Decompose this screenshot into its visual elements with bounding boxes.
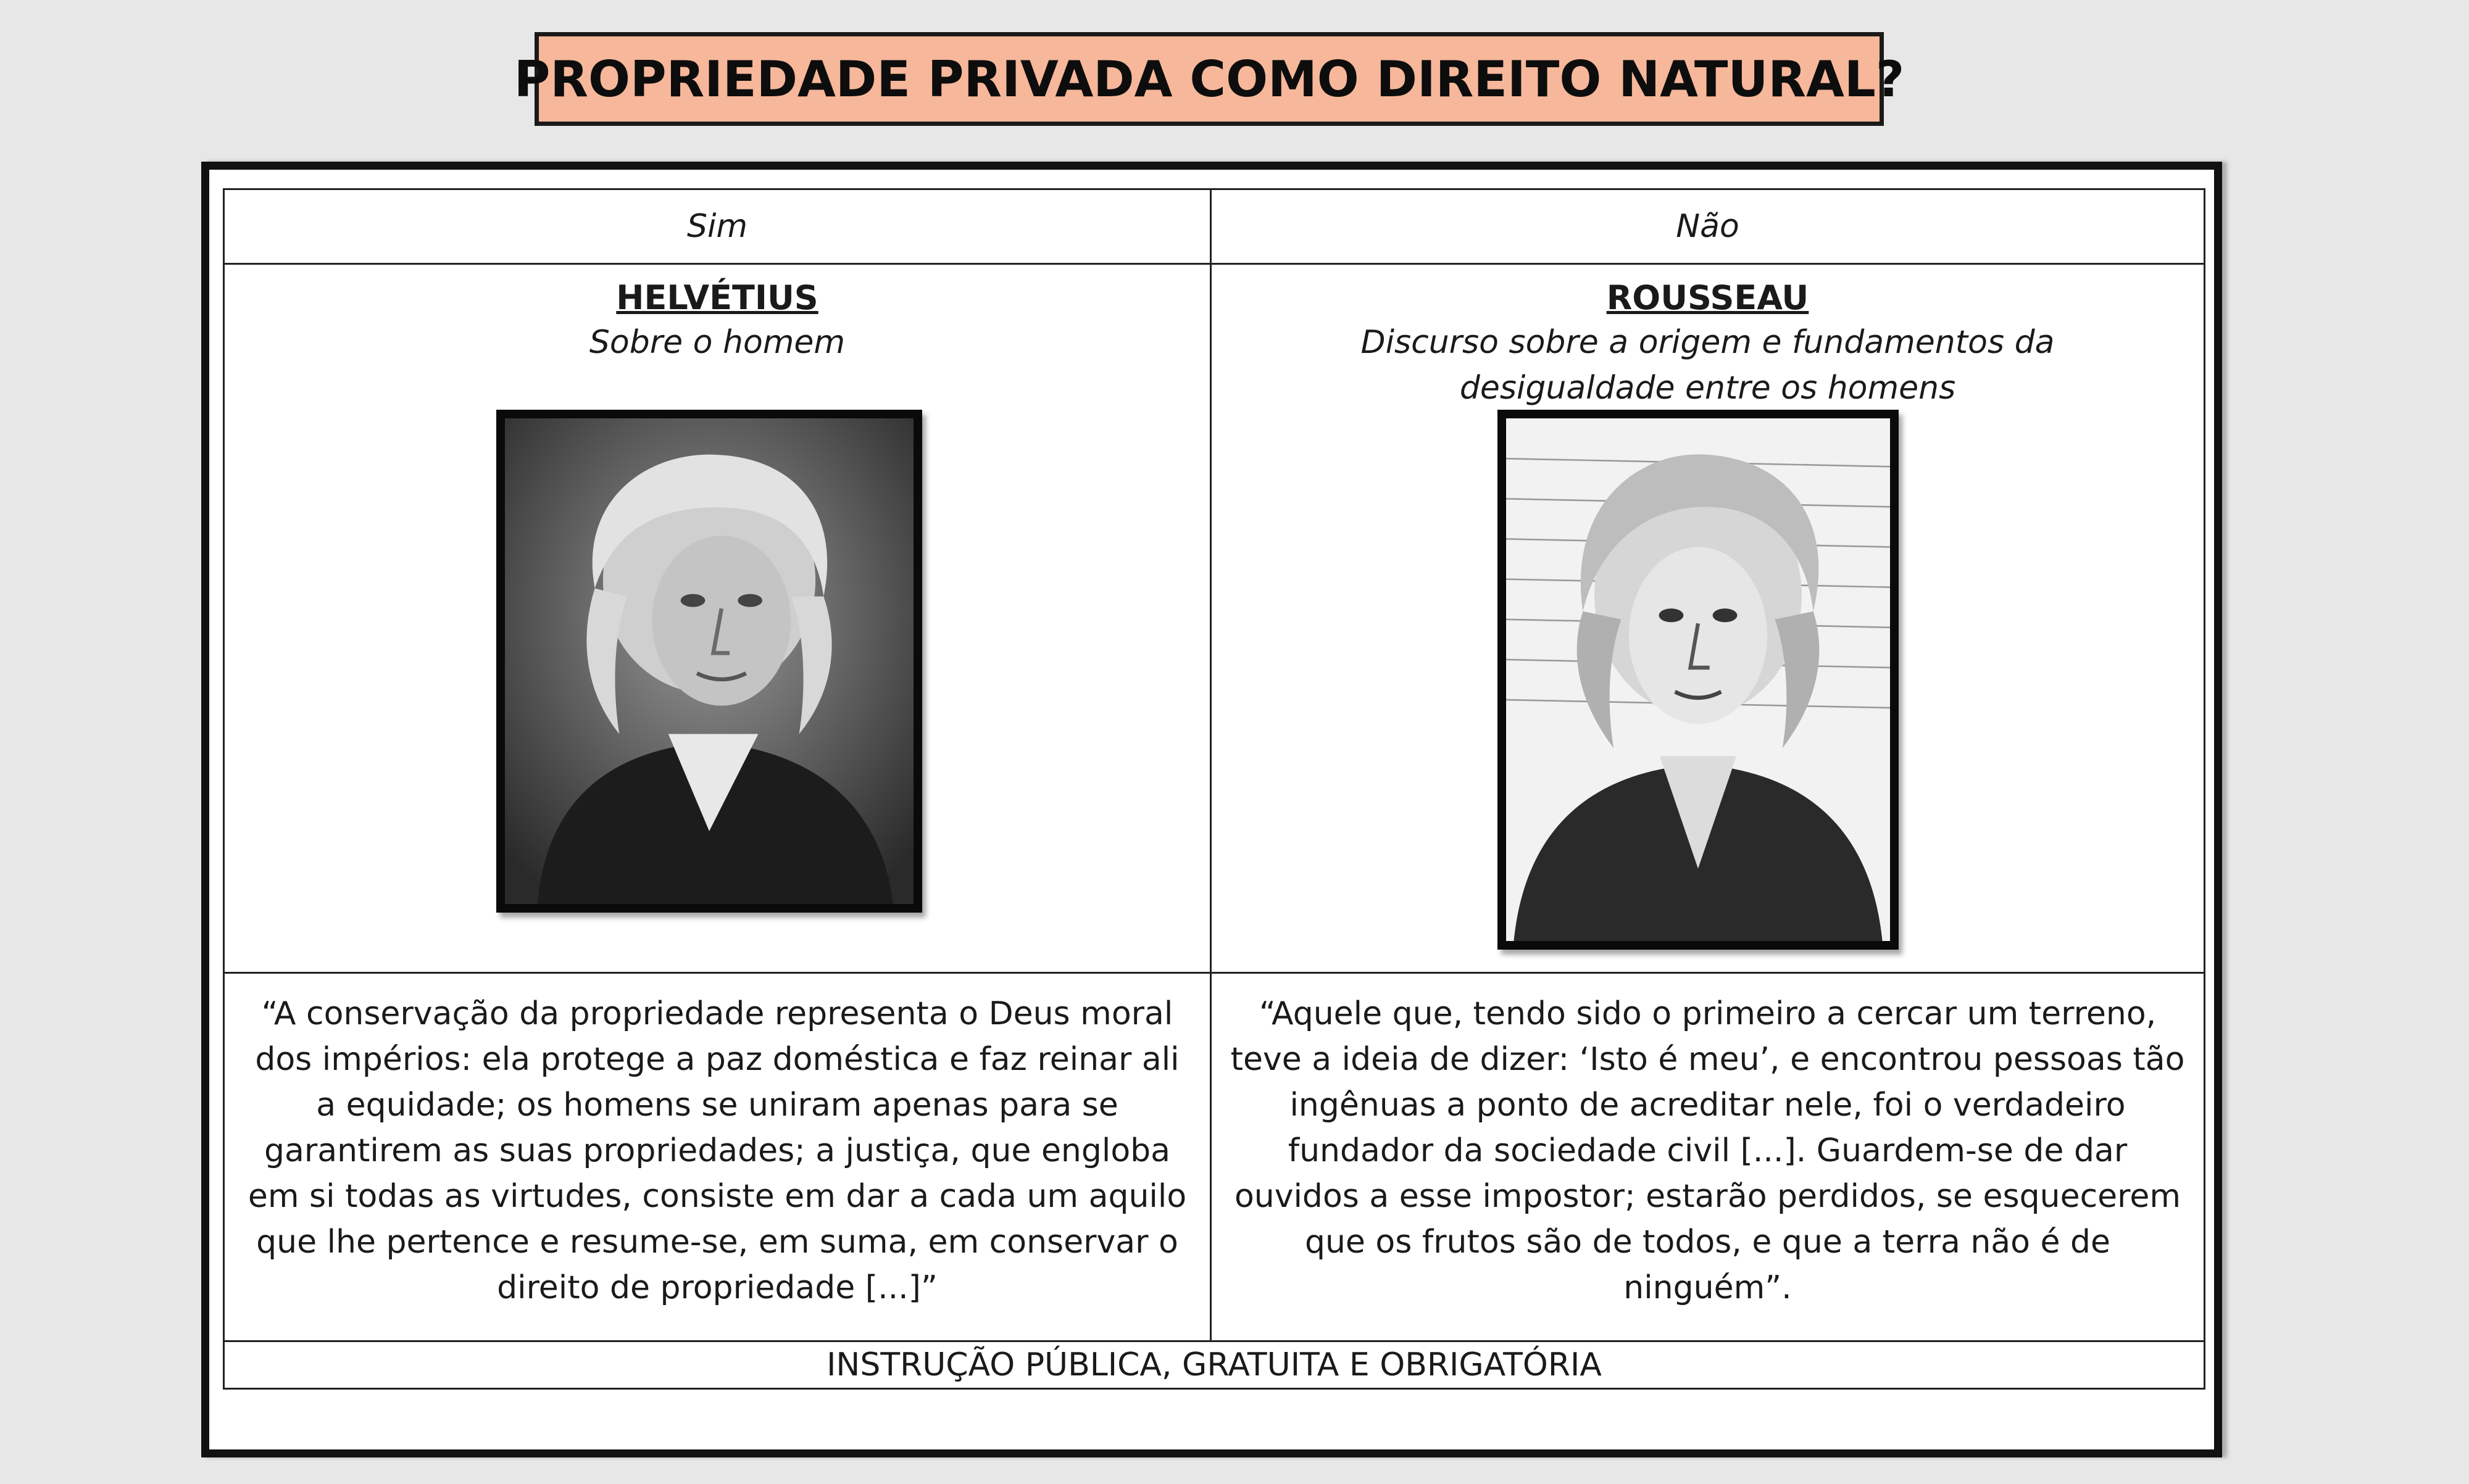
rousseau-portrait-image xyxy=(1506,418,1890,941)
helvetius-quote: “A conservação da propriedade representa o Deus moral dos impérios: ela protege a paz doméstica e faz reinar ali a equidade; os homens se uniram apenas para se garantirem as suas propriedades; a justiça, que engloba em si todas as virtudes, consiste em dar a cada um aquilo que lhe pertence e resume-se, em suma, em conservar o direito de propriedade [...]” xyxy=(223,972,1212,1342)
helvetius-portrait-image xyxy=(505,418,914,904)
footer-row: INSTRUÇÃO PÚBLICA, GRATUITA E OBRIGATÓRIA xyxy=(223,1340,2205,1390)
header-nao: Não xyxy=(1210,188,2205,265)
rousseau-quote: “Aquele que, tendo sido o primeiro a cercar um terreno, teve a ideia de dizer: ‘Isto é meu’, e encontrou pessoas tão ingênuas a ponto de acreditar nele, foi o verdadeiro fundador da sociedade civil [...]. Guardem-se de dar ouvidos a esse impostor; estarão perdidos, se esquecerem que os frutos são de todos, e que a terra não é de ninguém”. xyxy=(1210,972,2205,1342)
helvetius-cell xyxy=(223,263,1212,974)
helvetius-portrait xyxy=(496,410,922,913)
slide-title-box xyxy=(514,32,1905,126)
rousseau-portrait xyxy=(1497,410,1899,950)
slide-title: PROPRIEDADE PRIVADA COMO DIREITO NATURAL? xyxy=(514,50,1905,108)
rousseau-cell xyxy=(1210,263,2205,974)
document-frame xyxy=(201,162,2222,1457)
rousseau-name: ROUSSEAU xyxy=(1606,278,1809,317)
helvetius-work-title: Sobre o homem xyxy=(589,324,846,361)
rousseau-work-title: Discurso sobre a origem e fundamentos da desigualdade entre os homens xyxy=(1360,324,2055,407)
header-sim: Sim xyxy=(223,188,1212,265)
comparison-table xyxy=(223,188,2205,1484)
helvetius-name: HELVÉTIUS xyxy=(616,278,818,317)
